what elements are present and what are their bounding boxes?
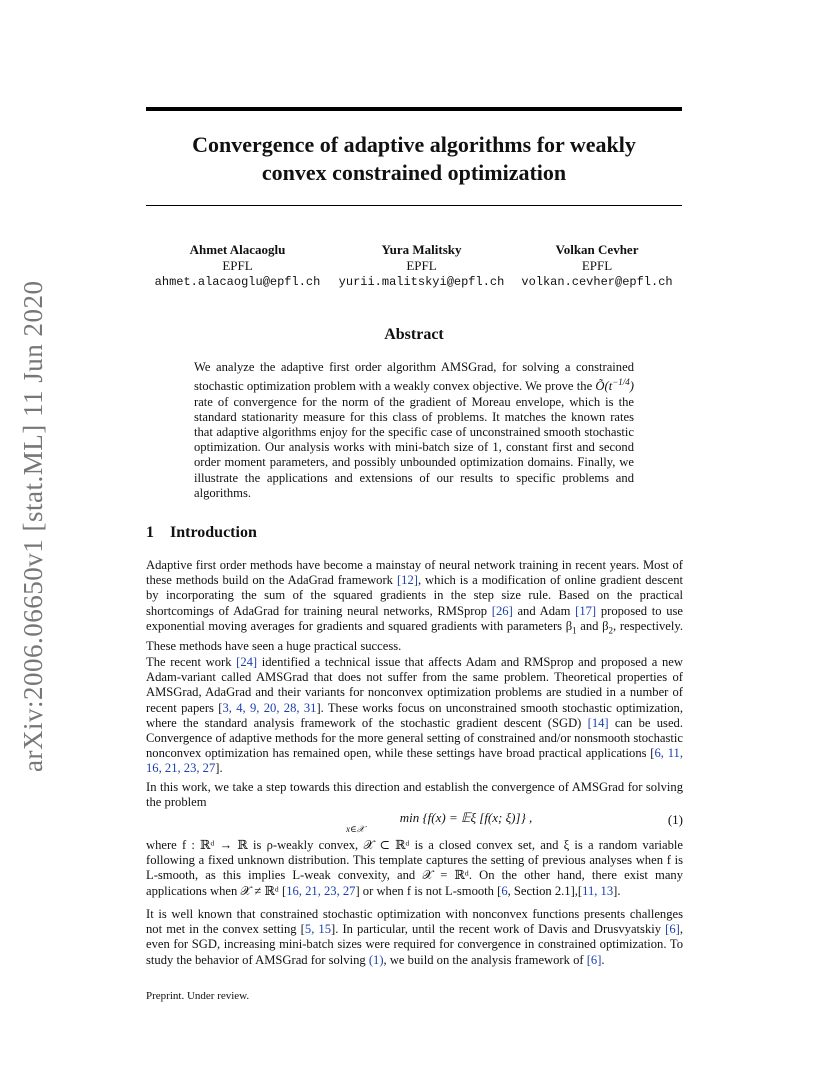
equation-subscript: x∈𝒳	[346, 824, 365, 834]
footer-note: Preprint. Under review.	[146, 990, 250, 1002]
author-email[interactable]: ahmet.alacaoglu@epfl.ch	[154, 275, 321, 289]
citation-link[interactable]: 6, 11, 16, 21, 23, 27	[146, 746, 683, 776]
subscript: 1	[572, 625, 577, 636]
rate-expression	[595, 379, 634, 393]
author-block-3	[512, 242, 682, 290]
abstract-text-1: We analyze the adaptive first order algorithm AMSGrad, for solving a constrained stochastic optimization problem with a weakly convex objective. We prove the	[194, 360, 634, 394]
author-affiliation: EPFL	[581, 258, 613, 273]
paper-title	[146, 131, 682, 187]
text-run: ] or when f is not L-smooth [	[355, 883, 502, 898]
author-email[interactable]: volkan.cevher@epfl.ch	[521, 275, 673, 289]
author-name: Yura Malitsky	[381, 242, 462, 257]
text-run: ].	[215, 761, 223, 776]
title-line-1: Convergence of adaptive algorithms for weakly	[192, 132, 636, 157]
author-block-1	[150, 242, 325, 290]
text-run: identified a technical issue that affects Adam and RMSprop and proposed a new Adam-variant called AMSGrad that does not suffer from the same problem. Theoretical properties of AMSGrad, AdaGrad and their variants for nonconvex optimization problems are studied in a number of recent papers [	[146, 655, 683, 715]
citation-link[interactable]: 16, 21, 23, 27	[286, 883, 356, 898]
text-run: The recent work	[146, 655, 237, 669]
abstract-heading: Abstract	[384, 326, 444, 343]
text-run: , respectively. These methods have seen a huge practical success.	[146, 618, 683, 653]
abstract-body	[194, 360, 634, 501]
text-run: .	[601, 952, 605, 967]
citation-link[interactable]: [6]	[586, 952, 602, 967]
author-affiliation: EPFL	[406, 258, 437, 273]
text-run: , Section 2.1],[	[507, 883, 583, 898]
text-run: proposed to use exponential moving averages for gradients and squared gradients with parameters β	[146, 603, 683, 633]
citation-link[interactable]: 3, 4, 9, 20, 28, 31	[222, 700, 317, 715]
text-run: , which is a modification of online gradient descent by incorporating the sum of the squared gradients in the step size rule. Based on the practical shortcomings of AdaGrad for training neural networks, RMSprop	[146, 573, 683, 618]
rate-base: Õ(t	[595, 379, 613, 394]
citation-link[interactable]: [6]	[665, 922, 680, 937]
author-affiliation: EPFL	[222, 258, 253, 273]
paragraph-5	[146, 907, 683, 968]
text-run: ]. In particular, until the recent work of Davis and Drusvyatskiy	[331, 922, 666, 937]
title-bottom-rule	[146, 205, 682, 206]
author-name: Volkan Cevher	[555, 242, 639, 257]
rate-close: )	[629, 379, 634, 394]
arxiv-identifier: arXiv:2006.06650v1 [stat.ML] 11 Jun 2020	[18, 280, 48, 772]
citation-link[interactable]: [26]	[491, 603, 513, 618]
abstract-text-2: rate of convergence for the norm of the gradient of Moreau envelope, which is the standard stationarity measure for this class of problems. It matches the known rates that adaptive algorithms enjoy for the specific case of unconstrained smooth stochastic optimization. Our analysis works with mini-batch size of 1, constant first and second order moment parameters, and possibly unbounded optimization domains. Finally, we illustrate the applications and extensions of our results to specific problems and algorithms.	[194, 394, 634, 500]
citation-link[interactable]: [24]	[236, 655, 258, 669]
paragraph-1	[146, 558, 683, 654]
text-run: , we build on the analysis framework of	[383, 952, 587, 967]
citation-link[interactable]: 6	[501, 883, 508, 898]
text-run: where f : ℝᵈ → ℝ is ρ-weakly convex, 𝒳 ⊂ ℝᵈ is a closed convex set, and ξ is a random variable following a fixed unknown distribution. This template captures the setting of previous analyses when f is L-smooth, as this implies L-weak convexity, and 𝒳 = ℝᵈ. On the other hand, there exist many applications when 𝒳 ≠ ℝᵈ [	[146, 838, 683, 898]
citation-link[interactable]: 11, 13	[582, 883, 614, 898]
equation-expression: min {f(x) = 𝔼ξ [f(x; ξ)]} ,	[399, 810, 533, 825]
citation-link[interactable]: (1)	[368, 952, 384, 967]
author-name: Ahmet Alacaoglu	[189, 242, 286, 257]
text-run: ].	[613, 883, 621, 898]
subscript: 2	[608, 625, 614, 636]
text-run: , even for SGD, increasing mini-batch sizes were required for convergence in constrained optimization. To study the behavior of AMSGrad for solving	[146, 922, 683, 967]
citation-link[interactable]: [14]	[587, 715, 609, 730]
author-email[interactable]: yurii.malitskyi@epfl.ch	[338, 275, 505, 289]
equation-1	[146, 810, 683, 834]
rate-exponent: −1/4	[612, 377, 630, 388]
text-run: It is well known that constrained stochastic optimization with nonconvex functions presents challenges not met in the convex setting [	[146, 907, 683, 937]
text-run: Adaptive first order methods have become a mainstay of neural network training in recent years. Most of these methods build on the AdaGrad framework	[146, 558, 683, 588]
text-run: can be used. Convergence of adaptive methods for the more general setting of constrained and/or nonsmooth stochastic nonconvex optimization has remained open, while these settings have broad practical applications [	[146, 715, 683, 761]
paragraph-3: In this work, we take a step towards this direction and establish the convergence of AMSGrad for solving the problem	[146, 780, 683, 810]
author-block-2	[334, 242, 509, 290]
title-line-2: convex constrained optimization	[261, 160, 567, 185]
section-heading	[146, 524, 257, 542]
citation-link[interactable]: [17]	[575, 603, 597, 618]
equation-body	[336, 810, 596, 834]
paragraph-4	[146, 838, 683, 899]
title-top-rule	[146, 107, 682, 111]
paragraph-2	[146, 655, 683, 777]
section-title: Introduction	[170, 524, 257, 541]
citation-link[interactable]: 5, 15	[304, 922, 332, 937]
text-run: and β	[576, 618, 609, 633]
section-number: 1	[146, 524, 154, 541]
equation-number: (1)	[667, 812, 683, 827]
text-run: and Adam	[512, 603, 576, 618]
citation-link[interactable]: [12]	[396, 573, 418, 588]
text-run: ]. These works focus on unconstrained smooth stochastic optimization, where the standard analysis framework of the stochastic gradient descent (SGD)	[146, 700, 683, 730]
